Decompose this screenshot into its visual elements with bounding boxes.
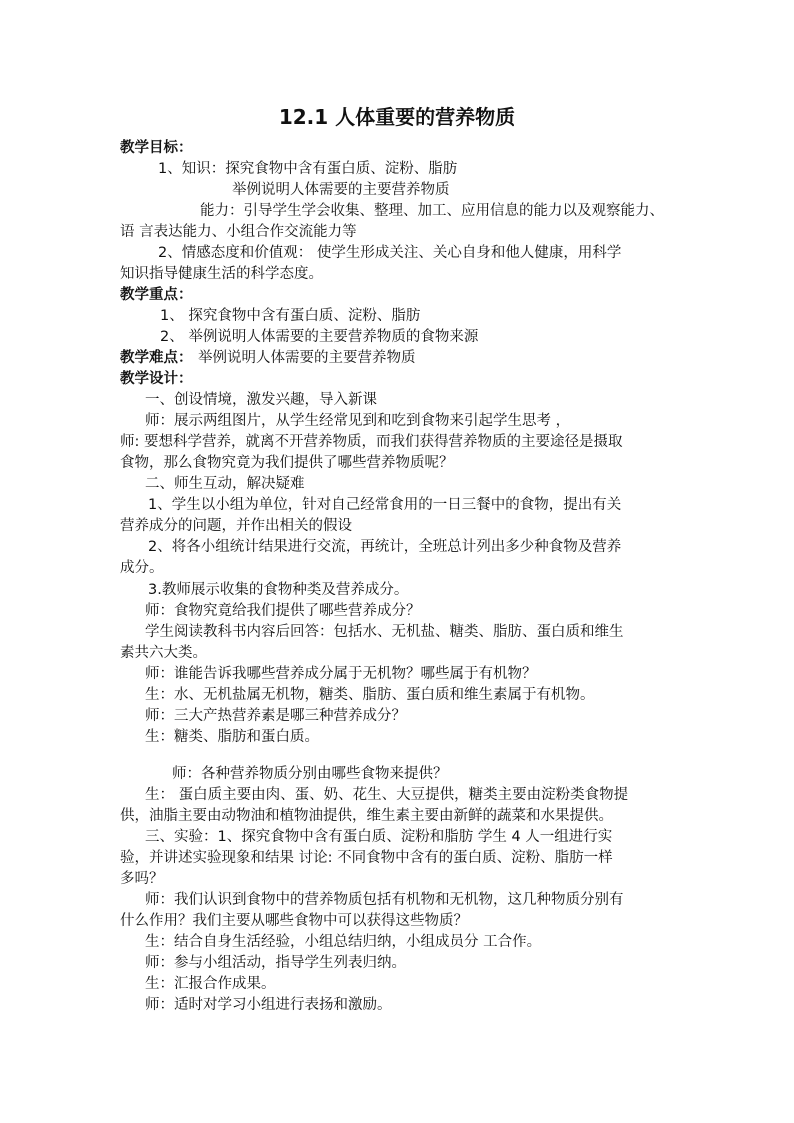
text-line: 师：各种营养物质分别由哪些食物来提供？ <box>172 766 448 782</box>
text-line: 2、情感态度和价值观： 使学生形成关注、关心自身和他人健康，用科学 <box>158 245 622 261</box>
text-line: 素共六大类。 <box>120 645 207 661</box>
text-line: 生：汇报合作成果。 <box>145 976 276 992</box>
section-heading-design: 教学设计： <box>120 371 193 387</box>
text-line: 1、知识：探究食物中含有蛋白质、淀粉、脂肪 <box>158 161 458 177</box>
document-title: 12.1 人体重要的营养物质 <box>278 105 516 129</box>
section-heading-difficulties: 教学难点： <box>120 350 193 366</box>
text-line: 师：食物究竟给我们提供了哪些营养成分？ <box>145 603 421 619</box>
text-line: 师：参与小组活动，指导学生列表归纳。 <box>145 955 406 971</box>
text-line: 生：结合自身生活经验，小组总结归纳，小组成员分 工合作。 <box>145 934 542 950</box>
text-line: 生：糖类、脂肪和蛋白质。 <box>145 729 319 745</box>
text-line: 语 言表达能力、小组合作交流能力等 <box>120 224 357 240</box>
text-line: 2、 举例说明人体需要的主要营养物质的食物来源 <box>160 329 479 345</box>
text-line: 师：我们认识到食物中的营养物质包括有机物和无机物，这几种物质分别有 <box>145 892 624 908</box>
text-line: 食物，那么食物究竟为我们提供了哪些营养物质呢？ <box>120 455 454 471</box>
text-line: 师：展示两组图片，从学生经常见到和吃到食物来引起学生思考 ， <box>145 413 571 429</box>
text-line: 举例说明人体需要的主要营养物质 <box>232 182 450 198</box>
text-line: 营养成分的问题，并作出相关的假设 <box>120 518 352 534</box>
text-line: 知识指导健康生活的科学态度。 <box>120 266 323 282</box>
section-heading-objectives: 教学目标： <box>120 140 193 156</box>
text-line: 1、 探究食物中含有蛋白质、淀粉、脂肪 <box>160 308 421 324</box>
text-line: 供，油脂主要由动物油和植物油提供，维生素主要由新鲜的蔬菜和水果提供。 <box>120 808 613 824</box>
text-line: 3.教师展示收集的食物种类及营养成分。 <box>148 582 409 598</box>
section-heading-key-points: 教学重点： <box>120 287 193 303</box>
text-line: 验，并讲述实验现象和结果 讨论: 不同食物中含有的蛋白质、淀粉、脂肪一样 <box>120 850 613 866</box>
text-line: 学生阅读教科书内容后回答：包括水、无机盐、糖类、脂肪、蛋白质和维生 <box>145 624 624 640</box>
text-line: 举例说明人体需要的主要营养物质 <box>198 350 416 366</box>
text-line: 一、创设情境，激发兴趣，导入新课 <box>145 392 377 408</box>
text-line: 师：适时对学习小组进行表扬和激励。 <box>145 997 392 1013</box>
text-line: 成分。 <box>120 560 164 576</box>
text-line: 什么作用？我们主要从哪些食物中可以获得这些物质？ <box>120 913 468 929</box>
text-line: 生：水、无机盐属无机物，糖类、脂肪、蛋白质和维生素属于有机物。 <box>145 687 595 703</box>
text-line: 生： 蛋白质主要由肉、蛋、奶、花生、大豆提供，糖类主要由淀粉类食物提 <box>145 787 629 803</box>
text-line: 师：谁能告诉我哪些营养成分属于无机物？哪些属于有机物？ <box>145 666 537 682</box>
text-line: 师：三大产热营养素是哪三种营养成分？ <box>145 708 406 724</box>
text-line: 三、实验：1、探究食物中含有蛋白质、淀粉和脂肪 学生 4 人一组进行实 <box>145 829 613 845</box>
text-line: 1、学生以小组为单位，针对自己经常食用的一日三餐中的食物，提出有关 <box>148 497 622 513</box>
text-line: 能力：引导学生学会收集、整理、加工、应用信息的能力以及观察能力、 <box>200 203 664 219</box>
text-line: 二、师生互动，解决疑难 <box>145 476 305 492</box>
text-line: 师: 要想科学营养，就离不开营养物质，而我们获得营养物质的主要途径是摄取 <box>120 434 623 450</box>
text-line: 多吗？ <box>120 871 164 887</box>
text-line: 2、将各小组统计结果进行交流，再统计，全班总计列出多少种食物及营养 <box>148 539 622 555</box>
